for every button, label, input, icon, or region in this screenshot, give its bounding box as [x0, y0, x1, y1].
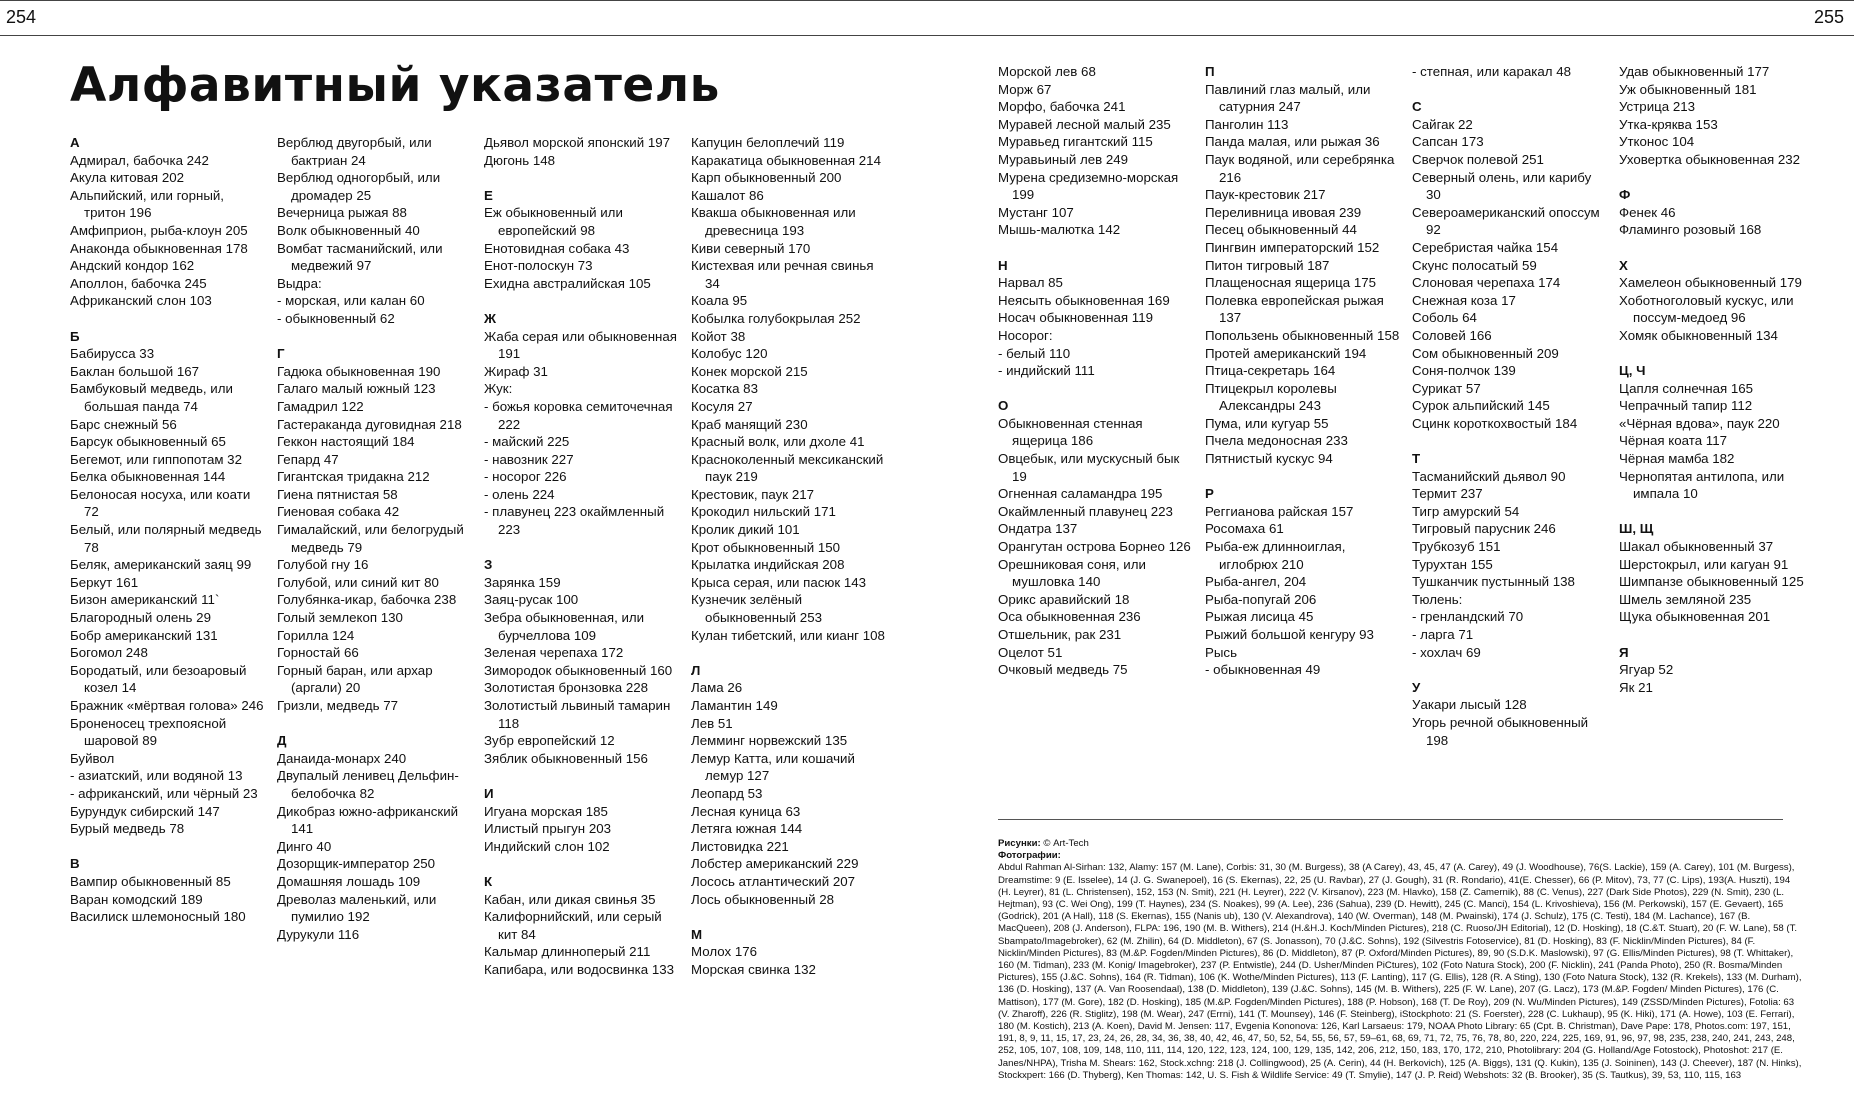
index-column-4 — [691, 134, 887, 979]
index-entry: Рыба-попугай 206 — [1205, 591, 1317, 607]
index-entry: Тигр амурский 54 — [1412, 503, 1520, 519]
index-entry: Чепрачный тапир 112 — [1619, 398, 1753, 414]
index-entry: Кузнечик зелёный обыкновенный 253 — [691, 592, 822, 626]
index-entry: Фенек 46 — [1619, 204, 1676, 220]
index-entry: Песец обыкновенный 44 — [1205, 222, 1357, 238]
index-entry: Бобр американский 131 — [70, 627, 218, 643]
index-entry: Лемминг норвежский 135 — [691, 733, 848, 749]
index-column-3 — [484, 134, 680, 979]
index-entry: Колобус 120 — [691, 346, 768, 362]
index-letter-heading: Б — [70, 328, 80, 344]
index-entry: Муравей лесной малый 235 — [998, 116, 1171, 132]
drawings-label: Рисунки: — [998, 838, 1041, 849]
index-entry: Пингвин императорский 152 — [1205, 239, 1380, 255]
photos-label: Фотографии: — [998, 850, 1061, 862]
index-entry: Крыса серая, или пасюк 143 — [691, 574, 867, 590]
index-entry: Орикс аравийский 18 — [998, 591, 1130, 607]
index-entry: Пятнистый кускус 94 — [1205, 451, 1333, 467]
index-entry: Скунс полосатый 59 — [1412, 257, 1537, 273]
index-entry: - хохлач 69 — [1412, 644, 1481, 660]
index-entry: Рыжий большой кенгуру 93 — [1205, 627, 1374, 642]
left-page-number: 254 — [6, 7, 37, 27]
index-entry: Золотистый львиный тамарин 118 — [484, 698, 671, 731]
index-entry: Оса обыкновенная 236 — [998, 609, 1141, 625]
index-entry: Птица-секретарь 164 — [1205, 363, 1336, 379]
index-entry: - морская, или калан 60 — [277, 293, 425, 309]
index-entry: Лесная куница 63 — [691, 803, 801, 819]
index-entry: Благородный олень 29 — [70, 610, 211, 626]
index-entry: - индийский 111 — [998, 363, 1095, 379]
index-letter-heading: Ф — [1619, 187, 1631, 203]
index-entry: Лось обыкновенный 28 — [691, 891, 834, 907]
index-entry: Уж обыкновенный 181 — [1619, 81, 1757, 97]
index-entry: Белый, или полярный медведь 78 — [70, 522, 262, 555]
index-entry: - белый 110 — [998, 345, 1071, 361]
index-entry: Барсук обыкновенный 65 — [70, 434, 226, 450]
index-entry: Гризли, медведь 77 — [277, 698, 398, 713]
index-entry: Броненосец трехпоясной шаровой 89 — [70, 715, 227, 749]
index-entry: Василиск шлемоносный 180 — [70, 909, 246, 925]
index-entry: Бабирусса 33 — [70, 346, 155, 362]
index-entry: Верблюд одногорбый, или дромадер 25 — [277, 170, 441, 203]
index-entry: Чёрная мамба 182 — [1619, 451, 1735, 467]
index-entry: Носач обыкновенная 119 — [998, 310, 1153, 326]
index-entry: Снежная коза 17 — [1412, 292, 1516, 308]
index-entry: Бурый медведь 78 — [70, 821, 185, 837]
index-entry: Сцинк короткохвостый 184 — [1412, 415, 1578, 431]
index-entry: Крестовик, паук 217 — [691, 486, 815, 502]
index-entry: Данаида-монарх 240 — [277, 750, 407, 766]
index-entry: Андский кондор 162 — [70, 258, 195, 274]
index-entry: Бражник «мёртвая голова» 246 — [70, 698, 264, 713]
index-entry: Вомбат тасманийский, или медвежий 97 — [277, 240, 443, 274]
index-letter-heading: Л — [691, 662, 701, 678]
index-entry: Сом обыкновенный 209 — [1412, 345, 1559, 361]
index-letter-heading: Р — [1205, 486, 1214, 502]
index-entry: Цапля солнечная 165 — [1619, 380, 1754, 396]
index-entry: Беркут 161 — [70, 574, 139, 590]
index-entry: Сайгак 22 — [1412, 116, 1473, 132]
index-entry: Хомяк обыкновенный 134 — [1619, 327, 1778, 343]
index-entry: Индийский слон 102 — [484, 838, 610, 854]
index-column-2 — [277, 134, 473, 943]
index-entry: Аполлон, бабочка 245 — [70, 275, 207, 291]
index-entry: Мустанг 107 — [998, 204, 1074, 220]
index-entry: Летяга южная 144 — [691, 821, 803, 837]
index-entry: Пчела медоносная 233 — [1205, 433, 1348, 449]
index-entry: Красный волк, или дхоле 41 — [691, 434, 865, 450]
index-entry: Ламантин 149 — [691, 698, 778, 713]
index-entry: Жаба серая или обыкновенная 191 — [484, 328, 677, 362]
index-entry: Африканский слон 103 — [70, 293, 212, 309]
index-entry: Очковый медведь 75 — [998, 662, 1128, 678]
index-entry: Хоботноголовый кускус, или поссум-медоед 96 — [1619, 292, 1794, 326]
index-entry: Североамериканский опоссум 92 — [1412, 204, 1600, 238]
index-entry: Муравьед гигантский 115 — [998, 134, 1153, 150]
index-entry: Амфиприон, рыба-клоун 205 — [70, 222, 248, 238]
index-entry: Турухтан 155 — [1412, 556, 1493, 572]
index-entry: Птицекрыл королевы Александры 243 — [1205, 380, 1337, 414]
index-entry: Гамадрил 122 — [277, 398, 364, 414]
picture-credits — [998, 838, 1803, 1082]
index-entry: Енот-полоскун 73 — [484, 258, 593, 274]
index-letter-heading: У — [1412, 679, 1421, 695]
index-entry: Карп обыкновенный 200 — [691, 170, 842, 186]
index-entry: Листовидка 221 — [691, 838, 789, 854]
index-entry: Конек морской 215 — [691, 363, 808, 379]
index-entry: Росомаха 61 — [1205, 521, 1284, 537]
index-entry: Лев 51 — [691, 715, 733, 731]
index-entry: Лосось атлантический 207 — [691, 873, 856, 889]
index-entry: Сверчок полевой 251 — [1412, 151, 1544, 167]
index-entry: Зубр европейский 12 — [484, 733, 615, 749]
index-entry: Зяблик обыкновенный 156 — [484, 750, 648, 766]
photos-credit-text: Abdul Rahman Al-Sirhan: 132, Alamy: 157 (M. Lane), Corbis: 31, 30 (M. Burgess), 38 (A Carey), 43, 45, 47 (A. Carey), 49 (J. Woodhouse), 76(S. Lackie), 159 (A. Carey), 101 (M. Burgess), Dreamstime: 9 (E. Isselee), 14 (J. G. Swanepoel), 16 (S. Ekernas), 22, 25 (U. Ravbar), 27 (J. Gough), 31 (R. Rondario), 41(E. Chesser), 66 (P. Mitov), 73, 77 (C. Lips), 193(A. Huszti), 194 (H. Leyrer), 81 (L. Christensen), 152, 153 (N. Smit), 221 (H. Leyrer), 222 (V. Kirsanov), 223 (M. Hlavko), 158 (Z. Camernik), 88 (C. Venus), 227 (Dark Side Photos), 229 (N. Smit), 230 (L. Hejtman), 93 (C. Wei Ong), 199 (T. Haynes), 234 (S. Noakes), 99 (A. Lee), 236 (Sahua), 239 (D. Hewitt), 245 (C. Manci), 154 (L. Krivoshieva), 156 (M. Perkowski), 157 (E. Gevaert), 165 (Godrick), 201 (A Hall), 118 (S. Ekernas), 155 (Nanis ub), 130 (V. Alexandrova), 140 (W. Overman), 148 (M. Pwainski), 174 (J. Schulz), 175 (C. Testi), 184 (M. Lachance), 167 (B. MacQueen), 208 (J. Anderson), FLPA: 196, 190 (M. B. Withers), 214 (H.&H.J. Koch/Minden Pictures), 218 (C. Ruoso/JH Editorial), 12 (D. Hosking), 18 (C.&T. Stuart), 20 (F. W. Lane), 58 (T. Sbampato/Imagebroker), 62 (M. Zhilin), 64 (D. Middleton), 67 (S. Jonasson), 70 (J.&C. Sohns), 192 (Silvestris Fotoservice), 81 (D. Hosking), 83 (F. Nicklin/Minden Pictures), 84 (F. Nicklin/Minden Pictures), 83 (M.&P. Fogden/Minden Pictures), 86 (D. Middleton), 87 (P. Oxford/Minden Pictures), 89, 90 (S.D.K. Maslowski), 97 (G. Ellis/Minden Pictures), 98 (T. Whittaker), 160 (M. Tidman), 233 (M. Konig/ Imagebroker), 237 (P. Entwistle), 244 (D. Usher/Minden PiCtures), 102 (Foto Natura Stock), 200 (F. Nicklin), 241 (Panda Photo), 250 (R. Bosma/Minden Pictures), 155 (J.&C. Sohns), 164 (R. Tidman), 106 (K. Wothe/Minden Pictures), 113 (F. Lanting), 117 (G. Ellis), 128 (R. A Sting), 130 (Foto Natura Stock), 132 (R. Krekels), 133 (M. Durham), 136 (D. Hosking), 137 (A. Van Roosendaal), 138 (D. Middleton), 139 (J.&C. Sohns), 145 (M. B. Withers), 225 (F. W. Lane), 207 (G. Lacz), 173 (M.&P. Fogden/ Minden Pictures), 176 (C. Mattison), 177 (M. Gore), 182 (D. Hosking), 185 (M.&P. Fogden/Minden Pictures), 188 (P. Hobson), 168 (T. De Roy), 209 (N. Wu/Minden Pictures), 149 (ZSSD/Minden Pictures), Fotolia: 63 (V. Zharoff), 226 (R. Stiglitz), 198 (M. Wear), 247 (Errni), 141 (T. Mounsey), 146 (F. Steinberg), iStockphoto: 21 (S. Foerster), 228 (C. Lukhaup), 95 (K. Hiki), 171 (A. Howe), 103 (E. Ferrari), 180 (M. Kostich), 213 (A. Koen), David M. Jensen: 117, Evgenia Kononova: 126, Karl Larsaeus: 179, NOAA Photo Library: 65 (Cpt. B. Christman), Dave Pape: 178, Photos.com: 197, 151, 191, 8, 9, 11, 15, 17, 23, 24, 26, 28, 34, 36, 38, 40, 42, 46, 47, 50, 52, 54, 55, 56, 57, 59–61, 68, 69, 71, 72, 75, 76, 78, 80, 220, 224, 225, 169, 91, 96, 97, 98, 235, 238, 240, 241, 243, 248, 252, 105, 107, 108, 109, 148, 110, 111, 114, 120, 122, 123, 124, 100, 129, 135, 142, 206, 212, 150, 183, 170, 172, 210, Photolibrary: 204 (G. Holland/Age Fotostock), Photoshot: 217 (E. Janes/NHPA), Trisha M. Shears: 162, Stock.xchng: 218 (J. Collingwood), 25 (A. Cerin), 44 (H. Berkovich), 125 (A. Biggs), 131 (Q. Kukin), 135 (J. Soininen), 143 (J. Cheever), 187 (N. Hinks), Stockxpert: 166 (D. Thyberg), Ken Thomas: 142, U. S. Fish & Wildlife Service: 49 (T. Smylie), 147 (J. P. Reid) Webshots: 32 (B. Brooker), 35 (S. Tautkus), 39, 53, 110, 115, 163 — [998, 862, 1802, 1081]
index-entry: - гренландский 70 — [1412, 609, 1524, 625]
index-entry: Крылатка индийская 208 — [691, 557, 845, 573]
index-entry: Бизон американский 11` — [70, 592, 220, 608]
index-entry: Игуана морская 185 — [484, 803, 608, 819]
index-entry: Орангутан острова Борнео 126 — [998, 539, 1191, 555]
index-entry: - африканский, или чёрный 23 — [70, 785, 258, 801]
index-entry: Кулан тибетский, или кианг 108 — [691, 627, 885, 643]
index-entry: Дурукули 116 — [277, 926, 360, 942]
index-entry: Голый землекоп 130 — [277, 610, 403, 626]
index-entry: Капибара, или водосвинка 133 — [484, 961, 674, 977]
index-entry: Уховертка обыкновенная 232 — [1619, 151, 1801, 167]
index-entry: Гастеракандa дуговидная 218 — [277, 416, 462, 432]
index-entry: Косатка 83 — [691, 381, 758, 397]
index-entry: Кальмар длинноперый 211 — [484, 944, 651, 960]
index-letter-heading: Ш, Щ — [1619, 521, 1654, 537]
index-entry: Двупалый ленивец Дельфин-белобочка 82 — [277, 768, 459, 801]
index-entry: Сурикат 57 — [1412, 380, 1481, 396]
index-entry: Питон тигровый 187 — [1205, 257, 1330, 273]
index-entry: Краб манящий 230 — [691, 416, 808, 432]
index-entry: Слоновая черепаха 174 — [1412, 275, 1561, 291]
index-entry: Бурундук сибирский 147 — [70, 803, 220, 819]
index-entry: Зебра обыкновенная, или бурчеллова 109 — [484, 610, 645, 643]
index-letter-heading: Я — [1619, 644, 1629, 660]
index-entry: Анаконда обыкновенная 178 — [70, 240, 248, 256]
index-entry: Богомол 248 — [70, 645, 148, 661]
index-entry: Носорог: — [998, 327, 1053, 343]
index-entry: Мышь-малютка 142 — [998, 222, 1121, 238]
index-entry: - навозник 227 — [484, 451, 574, 467]
index-entry: Альпийский, или горный, тритон 196 — [70, 187, 224, 221]
index-entry: «Чёрная вдова», паук 220 — [1619, 415, 1780, 431]
index-entry: Як 21 — [1619, 679, 1653, 695]
index-letter-heading: Д — [277, 733, 287, 749]
index-entry: Адмирал, бабочка 242 — [70, 152, 209, 168]
index-entry: Дозорщик-император 250 — [277, 856, 436, 872]
index-entry: Шакал обыкновенный 37 — [1619, 539, 1774, 555]
index-entry: Обыкновенная стенная ящерица 186 — [998, 415, 1143, 449]
index-entry: Волк обыкновенный 40 — [277, 222, 420, 238]
index-entry: Неясыть обыкновенная 169 — [998, 292, 1170, 308]
index-entry: Гиена пятнистая 58 — [277, 486, 398, 502]
index-entry: Барс снежный 56 — [70, 416, 177, 432]
index-entry: Фламинго розовый 168 — [1619, 222, 1762, 238]
index-entry: Рыба-еж длинноиглая, иглобрюх 210 — [1205, 539, 1346, 572]
index-entry: Морской лев 68 — [998, 64, 1096, 79]
index-entry: - ларга 71 — [1412, 627, 1474, 642]
credits-divider — [998, 819, 1783, 820]
index-entry: Красноколенный мексиканский паук 219 — [691, 451, 884, 485]
index-entry: Чёрная коата 117 — [1619, 433, 1727, 449]
index-entry: Кашалот 86 — [691, 187, 764, 203]
index-entry: Устрица 213 — [1619, 99, 1696, 115]
index-entry: Попользень обыкновенный 158 — [1205, 327, 1400, 343]
index-entry: Бегемот, или гиппопотам 32 — [70, 451, 242, 467]
index-entry: Квакша обыкновенная или древесница 193 — [691, 205, 856, 238]
index-entry: Жук: — [484, 381, 513, 397]
index-entry: Серебристая чайка 154 — [1412, 239, 1559, 255]
index-entry: Гигантская тридакна 212 — [277, 469, 430, 485]
index-entry: Молох 176 — [691, 944, 758, 960]
index-entry: Акула китовая 202 — [70, 170, 185, 186]
index-entry: Гималайский, или белогрудый медведь 79 — [277, 522, 464, 555]
index-entry: Протей американский 194 — [1205, 345, 1367, 361]
index-entry: Ехидна австралийская 105 — [484, 275, 651, 291]
index-entry: Полевка европейская рыжая 137 — [1205, 292, 1384, 326]
index-entry: Щука обыкновенная 201 — [1619, 609, 1771, 625]
index-letter-heading: Е — [484, 187, 493, 203]
index-column-7 — [1412, 63, 1608, 749]
index-entry: Угорь речной обыкновенный 198 — [1412, 714, 1589, 748]
index-entry: Калифорнийский, или серый кит 84 — [484, 909, 662, 942]
index-entry: Геккон настоящий 184 — [277, 434, 415, 450]
index-entry: Паук водяной, или серебрянка 216 — [1205, 151, 1395, 185]
index-letter-heading: Н — [998, 257, 1008, 273]
index-letter-heading: З — [484, 557, 493, 573]
index-entry: - обыкновенная 49 — [1205, 662, 1321, 678]
index-entry: Верблюд двугорбый, или бактриан 24 — [277, 135, 432, 168]
drawings-value: © Art-Tech — [1043, 838, 1089, 849]
index-entry: Енотовидная собака 43 — [484, 240, 630, 256]
index-entry: Зарянка 159 — [484, 574, 561, 590]
index-entry: Павлиний глаз малый, или сатурния 247 — [1205, 81, 1371, 115]
index-entry: Уакари лысый 128 — [1412, 697, 1527, 713]
index-column-6 — [1205, 63, 1401, 679]
index-entry: - обыкновенный 62 — [277, 310, 395, 326]
index-entry: Тюлень: — [1412, 591, 1463, 607]
index-entry: Рысь — [1205, 644, 1238, 660]
index-entry: Утконос 104 — [1619, 134, 1695, 150]
index-title: Алфавитный указатель — [70, 58, 720, 113]
index-letter-heading: С — [1412, 99, 1422, 115]
index-entry: Лама 26 — [691, 680, 743, 696]
index-entry: Киви северный 170 — [691, 240, 811, 256]
index-entry: Илистый прыгун 203 — [484, 821, 612, 837]
index-entry: Морская свинка 132 — [691, 961, 816, 977]
index-entry: Еж обыкновенный или европейский 98 — [484, 205, 623, 238]
index-entry: Горностай 66 — [277, 645, 359, 661]
index-entry: Рыжая лисица 45 — [1205, 609, 1314, 625]
index-entry: Зеленая черепаха 172 — [484, 645, 624, 661]
index-entry: Морфо, бабочка 241 — [998, 99, 1126, 115]
index-entry: Плащеносная ящерица 175 — [1205, 275, 1377, 291]
index-entry: Дикобраз южно-африканский 141 — [277, 803, 459, 837]
index-entry: Беляк, американский заяц 99 — [70, 557, 252, 573]
index-entry: Тушканчик пустынный 138 — [1412, 574, 1575, 590]
index-entry: Тигровый парусник 246 — [1412, 521, 1556, 537]
index-entry: Соболь 64 — [1412, 310, 1477, 326]
index-entry: Оцелот 51 — [998, 644, 1063, 660]
index-entry: Голубянка-икар, бабочка 238 — [277, 592, 457, 608]
index-entry: Кобылка голубокрылая 252 — [691, 310, 861, 326]
index-entry: Леопард 53 — [691, 785, 763, 801]
index-entry: Овцебык, или мускусный бык 19 — [998, 451, 1180, 484]
index-entry: Капуцин белоплечий 119 — [691, 135, 845, 150]
index-entry: Панголин 113 — [1205, 116, 1289, 132]
index-entry: Орешниковая соня, или мушловка 140 — [998, 556, 1146, 590]
index-entry: Северный олень, или карибу 30 — [1412, 169, 1592, 203]
index-entry: Утка-кряква 153 — [1619, 116, 1718, 132]
index-entry: Варан комодский 189 — [70, 891, 203, 907]
index-letter-heading: К — [484, 873, 493, 889]
index-entry: Золотистая бронзовка 228 — [484, 680, 649, 696]
index-entry: Трубкозуб 151 — [1412, 539, 1501, 555]
index-entry: Удав обыкновенный 177 — [1619, 64, 1770, 79]
index-entry: Гиеновая собака 42 — [277, 504, 400, 520]
index-entry: Шимпанзе обыкновенный 125 — [1619, 574, 1804, 590]
index-entry: Белка обыкновенная 144 — [70, 469, 226, 485]
index-entry: Панда малая, или рыжая 36 — [1205, 134, 1380, 150]
index-entry: - божья коровка семиточечная 222 — [484, 398, 673, 432]
index-entry: Гадюка обыкновенная 190 — [277, 363, 441, 379]
index-letter-heading: П — [1205, 64, 1215, 79]
index-entry: Шерстокрыл, или кагуан 91 — [1619, 556, 1789, 572]
right-page-number: 255 — [1813, 7, 1844, 27]
index-entry: Кабан, или дикая свинья 35 — [484, 891, 656, 907]
index-entry: Бородатый, или безоаровый козел 14 — [70, 662, 247, 696]
index-entry: Реггианова райская 157 — [1205, 503, 1354, 519]
index-entry: Лемур Катта, или кошачий лемур 127 — [691, 750, 855, 784]
index-entry: Заяц-русак 100 — [484, 592, 579, 608]
index-letter-heading: М — [691, 926, 703, 942]
index-letter-heading: Ж — [484, 310, 497, 326]
index-entry: Окаймленный плавунец 223 — [998, 503, 1173, 519]
drawings-credit-line — [998, 838, 1803, 850]
index-entry: Соня-полчок 139 — [1412, 363, 1516, 379]
index-entry: Шмель земляной 235 — [1619, 591, 1752, 607]
top-rule-bar — [0, 0, 1854, 36]
index-entry: Крокодил нильский 171 — [691, 504, 836, 520]
index-entry: Лобстер американский 229 — [691, 856, 859, 872]
index-entry: Белоносая носуха, или коати 72 — [70, 486, 251, 520]
index-entry: Галаго малый южный 123 — [277, 381, 436, 397]
index-entry: Вампир обыкновенный 85 — [70, 873, 231, 889]
index-entry: Горилла 124 — [277, 627, 355, 643]
index-entry: Чернопятая антилопа, или импала 10 — [1619, 468, 1785, 502]
index-entry: Отшельник, рак 231 — [998, 627, 1122, 642]
index-entry: Кролик дикий 101 — [691, 522, 800, 538]
index-letter-heading: Х — [1619, 257, 1628, 273]
index-entry: Рыба-ангел, 204 — [1205, 574, 1307, 590]
index-entry: Паук-крестовик 217 — [1205, 187, 1326, 203]
index-entry: Нарвал 85 — [998, 275, 1063, 291]
index-entry: Домашняя лошадь 109 — [277, 873, 421, 889]
index-entry: Койот 38 — [691, 328, 746, 344]
index-letter-heading: А — [70, 135, 80, 150]
index-entry: Ягуар 52 — [1619, 662, 1674, 678]
index-entry: Древолаз маленький, или пумилио 192 — [277, 891, 437, 925]
index-entry: Коала 95 — [691, 293, 748, 309]
index-entry: Тасманийский дьявол 90 — [1412, 468, 1566, 484]
index-entry: - олень 224 — [484, 486, 555, 502]
index-entry: - плавунец 223 окаймленный 223 — [484, 504, 665, 538]
index-letter-heading: Ц, Ч — [1619, 363, 1646, 379]
index-entry: - степная, или каракал 48 — [1412, 64, 1571, 79]
index-entry: Зимородок обыкновенный 160 — [484, 662, 673, 678]
index-letter-heading: Г — [277, 346, 285, 362]
index-column-8 — [1619, 63, 1815, 696]
index-entry: Сурок альпийский 145 — [1412, 398, 1550, 414]
index-entry: Вечерница рыжая 88 — [277, 205, 407, 221]
index-letter-heading: И — [484, 785, 494, 801]
index-entry: Крот обыкновенный 150 — [691, 539, 841, 555]
index-entry: Бамбуковый медведь, или большая панда 74 — [70, 381, 233, 414]
index-column-1 — [70, 134, 266, 926]
index-entry: Выдра: — [277, 275, 322, 291]
index-column-5 — [998, 63, 1194, 679]
index-letter-heading: О — [998, 398, 1009, 414]
index-entry: Хамелеон обыкновенный 179 — [1619, 275, 1802, 291]
index-entry: - майский 225 — [484, 434, 570, 450]
index-entry: - азиатский, или водяной 13 — [70, 768, 243, 784]
index-entry: Кистехвая или речная свинья 34 — [691, 258, 874, 291]
index-entry: Голубой гну 16 — [277, 557, 369, 573]
index-entry: Каракатица обыкновенная 214 — [691, 152, 881, 168]
index-entry: Косуля 27 — [691, 398, 753, 414]
index-entry: Буйвол — [70, 750, 115, 766]
index-entry: Муравьиный лев 249 — [998, 151, 1129, 167]
index-entry: Соловей 166 — [1412, 327, 1492, 343]
index-entry: Термит 237 — [1412, 486, 1483, 502]
index-entry: Огненная саламандра 195 — [998, 486, 1163, 502]
index-entry: Динго 40 — [277, 838, 332, 854]
index-entry: Баклан большой 167 — [70, 363, 200, 379]
index-entry: Жираф 31 — [484, 363, 548, 379]
index-entry: Дюгонь 148 — [484, 152, 556, 168]
index-letter-heading: Т — [1412, 451, 1421, 467]
index-entry: Гепард 47 — [277, 451, 339, 467]
index-entry: Переливница ивовая 239 — [1205, 204, 1362, 220]
index-entry: Ондатра 137 — [998, 521, 1078, 537]
index-entry: Пума, или кугуар 55 — [1205, 415, 1329, 431]
index-entry: - носорог 226 — [484, 469, 567, 485]
index-entry: Голубой, или синий кит 80 — [277, 574, 439, 590]
index-letter-heading: В — [70, 856, 80, 872]
index-entry: Морж 67 — [998, 81, 1052, 97]
index-entry: Сапсан 173 — [1412, 134, 1484, 150]
index-entry: Дьявол морской японский 197 — [484, 135, 671, 150]
index-entry: Горный баран, или архар (аргали) 20 — [277, 662, 433, 696]
index-entry: Мурена средиземно-морская 199 — [998, 169, 1179, 203]
